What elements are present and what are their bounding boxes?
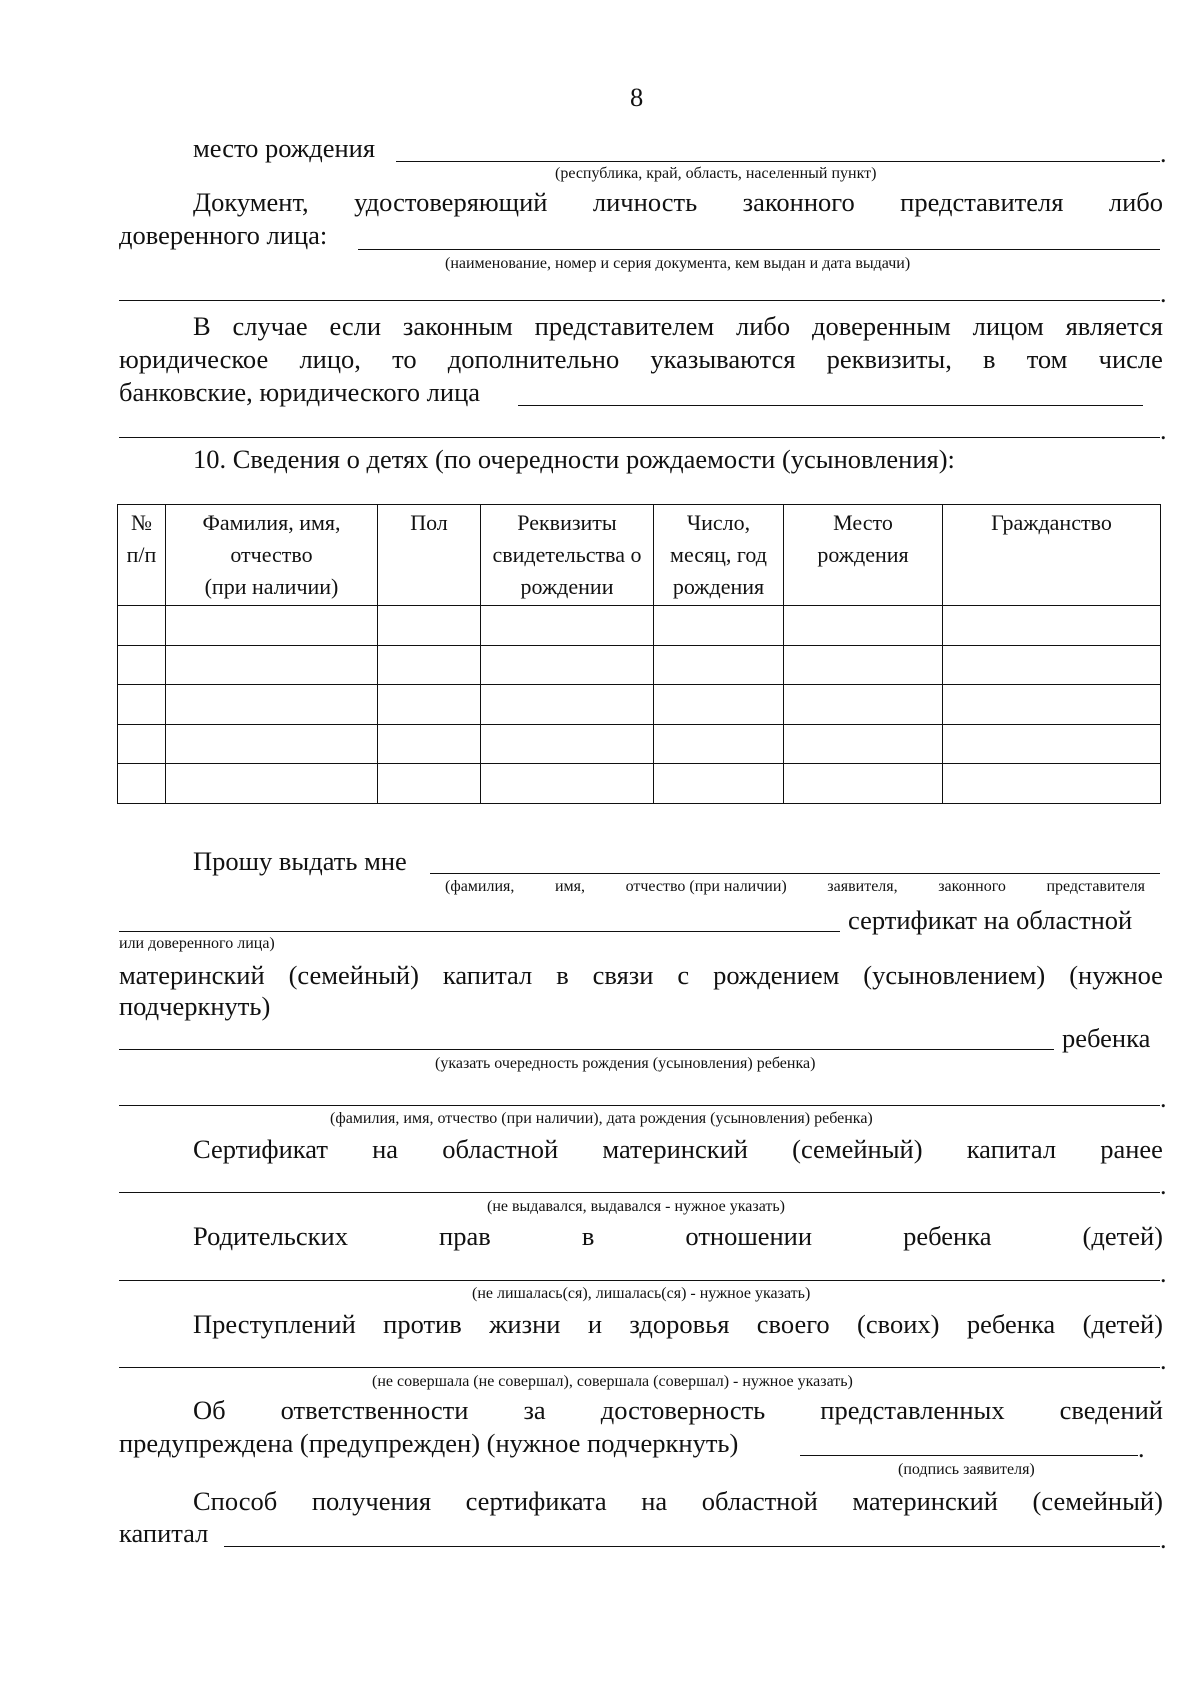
word: представителем <box>534 311 715 341</box>
word: материнский <box>852 1486 998 1516</box>
word: указываются <box>650 344 796 374</box>
word: на <box>641 1486 668 1516</box>
end-mark: . <box>1160 416 1167 445</box>
delivery-label: капитал <box>119 1518 209 1548</box>
table-cell[interactable] <box>943 606 1161 646</box>
child-order-field[interactable] <box>119 1049 1054 1050</box>
header-line: Пол <box>410 510 448 535</box>
birthplace-caption: (республика, край, область, населенный пункт) <box>555 165 877 182</box>
word: если <box>329 311 382 341</box>
word: ребенка <box>903 1221 992 1251</box>
table-cell[interactable] <box>654 685 784 725</box>
end-mark: . <box>1160 1346 1167 1375</box>
word: Родительских <box>193 1221 348 1251</box>
word: том <box>1026 344 1068 374</box>
page-number: 8 <box>630 82 644 112</box>
table-cell[interactable] <box>943 764 1161 804</box>
header-line: отчество <box>230 542 313 567</box>
table-cell[interactable] <box>166 764 378 804</box>
table-cell[interactable] <box>481 724 654 764</box>
word: Преступлений <box>193 1309 356 1339</box>
rep-document-label: доверенного лица: <box>119 220 328 250</box>
table-cell[interactable] <box>943 685 1161 725</box>
word: материнский <box>602 1134 748 1164</box>
table-cell[interactable] <box>118 764 166 804</box>
word: с <box>677 960 690 990</box>
col-certificate-header <box>481 505 654 606</box>
word: (семейный) <box>288 960 419 990</box>
request-line-4: подчеркнуть) <box>119 991 271 1021</box>
table-cell[interactable] <box>784 685 943 725</box>
table-cell[interactable] <box>654 606 784 646</box>
word: является <box>1065 311 1163 341</box>
end-mark: . <box>1160 1171 1167 1200</box>
legal-entity-field-2[interactable] <box>119 437 1160 438</box>
table-cell[interactable] <box>378 645 481 685</box>
children-heading: 10. Сведения о детях (по очередности рождаемости (усыновления): <box>193 444 955 474</box>
responsibility-label: предупреждена (предупрежден) (нужное подчеркнуть) <box>119 1428 739 1458</box>
table-cell[interactable] <box>784 606 943 646</box>
request-caption-1 <box>445 878 1145 896</box>
col-number-header <box>118 505 166 606</box>
word: лицо, <box>299 344 361 374</box>
word: реквизиты, <box>826 344 952 374</box>
header-line: (при наличии) <box>204 574 339 599</box>
end-mark: . <box>1160 1259 1167 1288</box>
word: сведений <box>1059 1395 1163 1425</box>
delivery-line <box>193 1486 1163 1516</box>
table-cell[interactable] <box>654 764 784 804</box>
caption-word: представителя <box>1046 878 1145 895</box>
header-line: Место <box>833 510 893 535</box>
word: здоровья <box>629 1309 730 1339</box>
word: доверенным <box>812 311 951 341</box>
table-cell[interactable] <box>943 645 1161 685</box>
table-cell[interactable] <box>481 645 654 685</box>
end-mark: . <box>1138 1434 1145 1463</box>
word: законного <box>742 187 855 217</box>
col-sex-header <box>378 505 481 606</box>
header-line: п/п <box>126 542 157 567</box>
word: Сертификат <box>193 1134 328 1164</box>
word: то <box>392 344 417 374</box>
end-mark: . <box>1160 1525 1167 1554</box>
header-line: месяц, год <box>670 542 767 567</box>
request-label: Прошу выдать мне <box>193 846 407 876</box>
request-caption-3: (указать очередность рождения (усыновления) ребенка) <box>435 1055 816 1072</box>
table-cell[interactable] <box>784 645 943 685</box>
prior-certificate-field[interactable] <box>119 1192 1160 1193</box>
header-line: Реквизиты <box>517 510 617 535</box>
table-cell[interactable] <box>118 685 166 725</box>
header-line: рождения <box>817 542 909 567</box>
word: (усыновлением) <box>863 960 1046 990</box>
word: сертификата <box>465 1486 607 1516</box>
word: получения <box>311 1486 432 1516</box>
parental-rights-caption: (не лишалась(ся), лишалась(ся) - нужное указать) <box>472 1285 811 1302</box>
table-cell[interactable] <box>118 606 166 646</box>
parental-rights-line <box>193 1221 1163 1251</box>
word: удостоверяющий <box>354 187 548 217</box>
word: на <box>372 1134 399 1164</box>
table-cell[interactable] <box>943 724 1161 764</box>
header-line: Фамилия, имя, <box>202 510 341 535</box>
word: рождением <box>713 960 840 990</box>
word: за <box>523 1395 546 1425</box>
birthplace-field[interactable] <box>396 161 1160 162</box>
legal-entity-line-1 <box>193 311 1163 341</box>
caption-word: имя, <box>554 878 585 895</box>
table-row <box>118 724 1161 764</box>
word: против <box>383 1309 462 1339</box>
children-table <box>117 504 1161 804</box>
request-line-3 <box>119 960 1163 990</box>
header-line: рождении <box>520 574 614 599</box>
col-birthdate-header <box>654 505 784 606</box>
caption-word: заявителя, <box>827 878 898 895</box>
word: (детей) <box>1082 1221 1163 1251</box>
table-cell[interactable] <box>378 764 481 804</box>
parental-rights-field[interactable] <box>119 1280 1160 1281</box>
word: и <box>587 1309 603 1339</box>
word: отношении <box>685 1221 813 1251</box>
rep-document-line <box>193 187 1163 217</box>
header-line: рождения <box>672 574 765 599</box>
end-mark: . <box>1160 279 1167 308</box>
word: ответственности <box>280 1395 469 1425</box>
table-cell[interactable] <box>378 724 481 764</box>
word: (нужное <box>1069 960 1163 990</box>
caption-word: отчество (при наличии) <box>625 878 787 895</box>
responsibility-line <box>193 1395 1163 1425</box>
word: личность <box>592 187 698 217</box>
header-line: Гражданство <box>991 510 1112 535</box>
word: Способ <box>193 1486 278 1516</box>
caption-word: (фамилия, <box>445 878 515 895</box>
word: Об <box>193 1395 226 1425</box>
word: (семейный) <box>1032 1486 1163 1516</box>
word: жизни <box>489 1309 561 1339</box>
signature-caption: (подпись заявителя) <box>898 1461 1035 1478</box>
end-mark: . <box>1160 1084 1167 1113</box>
table-row <box>118 685 1161 725</box>
prior-certificate-line <box>193 1134 1163 1164</box>
table-cell[interactable] <box>654 724 784 764</box>
word: в <box>581 1221 595 1251</box>
word: областной <box>442 1134 559 1164</box>
word: (детей) <box>1082 1309 1163 1339</box>
table-cell[interactable] <box>378 606 481 646</box>
word: лицом <box>972 311 1044 341</box>
word: числе <box>1098 344 1163 374</box>
header-line: № <box>131 510 152 535</box>
crimes-line <box>193 1309 1163 1339</box>
birthplace-label: место рождения <box>193 133 376 163</box>
word: (семейный) <box>792 1134 923 1164</box>
table-row <box>118 606 1161 646</box>
word: Документ, <box>193 187 309 217</box>
table-cell[interactable] <box>784 764 943 804</box>
word: связи <box>592 960 654 990</box>
child-name-field[interactable] <box>119 1105 1160 1106</box>
word: либо <box>1108 187 1163 217</box>
table-cell[interactable] <box>481 685 654 725</box>
word: либо <box>736 311 791 341</box>
table-cell[interactable] <box>166 685 378 725</box>
header-line: свидетельства о <box>492 542 642 567</box>
col-birthplace-header <box>784 505 943 606</box>
legal-entity-label: банковские, юридического лица <box>119 377 481 407</box>
caption-word: законного <box>938 878 1006 895</box>
table-cell[interactable] <box>166 724 378 764</box>
word: ранее <box>1100 1134 1163 1164</box>
applicant-name-field-2[interactable] <box>119 931 840 932</box>
word: юридическое <box>119 344 269 374</box>
word: областной <box>701 1486 818 1516</box>
table-cell[interactable] <box>118 724 166 764</box>
applicant-name-field[interactable] <box>430 873 1160 874</box>
crimes-caption: (не совершала (не совершал), совершала (совершал) - нужное указать) <box>372 1373 853 1390</box>
col-fullname-header <box>166 505 378 606</box>
table-row <box>118 764 1161 804</box>
word: В <box>193 311 211 341</box>
table-cell[interactable] <box>654 645 784 685</box>
table-row <box>118 645 1161 685</box>
table-cell[interactable] <box>378 685 481 725</box>
table-header-row <box>118 505 1161 606</box>
rep-document-field[interactable] <box>358 249 1160 250</box>
table-cell[interactable] <box>481 764 654 804</box>
request-caption-4: (фамилия, имя, отчество (при наличии), дата рождения (усыновления) ребенка) <box>330 1110 873 1127</box>
word: своего <box>756 1309 830 1339</box>
word: материнский <box>119 960 265 990</box>
table-cell[interactable] <box>118 645 166 685</box>
table-cell[interactable] <box>784 724 943 764</box>
rep-document-caption: (наименование, номер и серия документа, кем выдан и дата выдачи) <box>445 255 911 272</box>
word: дополнительно <box>447 344 620 374</box>
request-caption-2: или доверенного лица) <box>119 935 275 952</box>
delivery-field[interactable] <box>224 1546 1160 1547</box>
legal-entity-line-2 <box>119 344 1163 374</box>
word: в <box>556 960 569 990</box>
certificate-text: сертификат на областной <box>848 905 1133 935</box>
word: капитал <box>966 1134 1057 1164</box>
word: законным <box>402 311 513 341</box>
rep-document-field-2[interactable] <box>119 300 1160 301</box>
legal-entity-field[interactable] <box>518 405 1143 406</box>
child-word: ребенка <box>1062 1023 1151 1053</box>
word: случае <box>232 311 308 341</box>
word: ребенка <box>966 1309 1056 1339</box>
word: капитал <box>442 960 533 990</box>
prior-certificate-caption: (не выдавался, выдавался - нужное указать) <box>487 1198 785 1215</box>
col-citizenship-header <box>943 505 1161 606</box>
word: представленных <box>820 1395 1005 1425</box>
crimes-field[interactable] <box>119 1367 1160 1368</box>
table-cell[interactable] <box>481 606 654 646</box>
table-cell[interactable] <box>166 606 378 646</box>
word: достоверность <box>600 1395 766 1425</box>
header-line: Число, <box>686 510 751 535</box>
end-mark: . <box>1160 139 1167 168</box>
table-cell[interactable] <box>166 645 378 685</box>
word: прав <box>439 1221 491 1251</box>
signature-field[interactable] <box>800 1455 1138 1456</box>
word: представителя <box>900 187 1064 217</box>
word: (своих) <box>857 1309 940 1339</box>
word: в <box>983 344 996 374</box>
